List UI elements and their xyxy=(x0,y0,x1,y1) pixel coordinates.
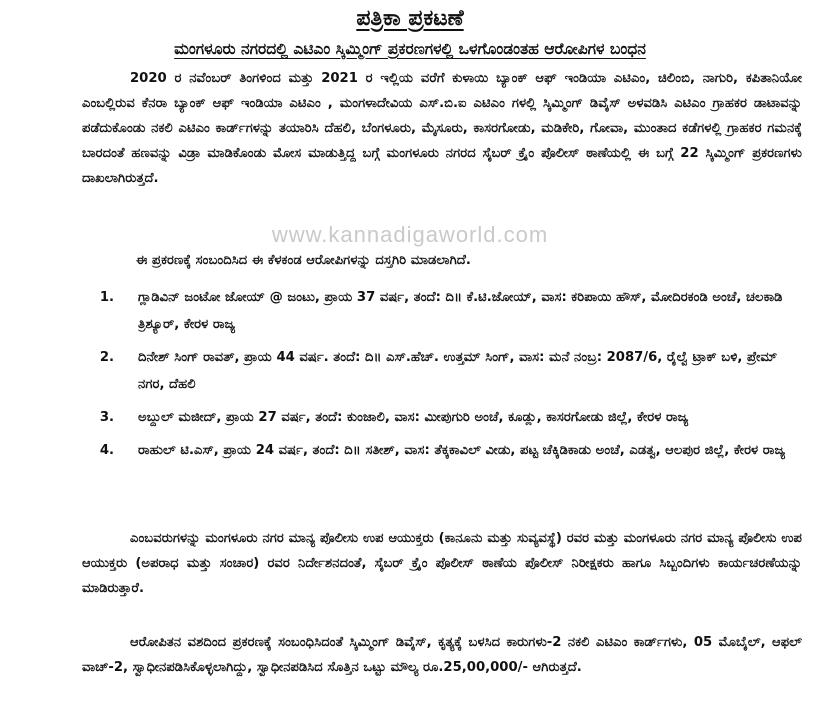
seizure-paragraph: ಆರೋಪಿತನ ವಶದಿಂದ ಪ್ರಕರಣಕ್ಕೆ ಸಂಬಂಧಿಸಿದಂತೆ ಸ್ಕಿಮ್ಮಿಂಗ್ ಡಿವೈಸ್, ಕೃತ್ಯಕ್ಕೆ ಬಳಸಿದ ಕಾರುಗಳು-2 ನಕಲಿ ಎಟಿಎಂ ಕಾರ್ಡ್‌ಗಳು, 05 ಮೊಬೈಲ್, ಆಫಲ್ ವಾಚ್-2, ಸ್ವಾಧೀನಪಡಿಸಿಕೊಳ್ಳಲಾಗಿದ್ದು, ಸ್ವಾಧೀನಪಡಿಸಿದ ಸೊತ್ತಿನ ಒಟ್ಟು ಮೌಲ್ಯ ರೂ.25,00,000/- ಆಗಿರುತ್ತದೆ. xyxy=(82,635,802,675)
list-item-text: ರಾಹುಲ್ ಟಿ.ಎಸ್, ಪ್ರಾಯ 24 ವರ್ಷ, ತಂದೆ: ದಿ॥ ಸತೀಶ್, ವಾಸ: ತೆಕ್ಕಕಾವಿಲ್ ವೀಡು, ಪಟ್ಟ ಚೆಕ್ಕಿಡಿಕಾಡು ಅಂಚೆ, ಎಡತ್ವ, ಆಲಪುರ ಜಿಲ್ಲೆ, ಕೇರಳ ರಾಜ್ಯ xyxy=(138,443,786,458)
page-title: ಪತ್ರಿಕಾ ಪ್ರಕಟಣೆ xyxy=(356,6,464,31)
operation-paragraph: ಎಂಬವರುಗಳನ್ನು ಮಂಗಳೂರು ನಗರ ಮಾನ್ಯ ಪೊಲೀಸು ಉಪ ಆಯುಕ್ತರು (ಕಾನೂನು ಮತ್ತು ಸುವ್ಯವಸ್ಥೆ) ರವರ ಮತ್ತು ಮಂಗಳೂರು ನಗರ ಮಾನ್ಯ ಪೊಲೀಸು ಉಪ ಆಯುಕ್ತರು (ಅಪರಾಧ ಮತ್ತು ಸಂಚಾರ) ರವರ ನಿರ್ದೇಶನದಂತೆ, ಸೈಬರ್ ಕ್ರೈಂ ಪೊಲೀಸ್ ಠಾಣೆಯ ಪೊಲೀಸ್ ನಿರೀಕ್ಷಕರು ಹಾಗೂ ಸಿಬ್ಬಂದಿಗಳು ಕಾರ್ಯಚರಣೆಯನ್ನು ಮಾಡಿರುತ್ತಾರೆ. xyxy=(82,531,802,596)
list-item-number: 4. xyxy=(99,443,114,458)
page-subtitle: ಮಂಗಳೂರು ನಗರದಲ್ಲಿ ಎಟಿಎಂ ಸ್ಕಿಮ್ಮಿಂಗ್ ಪ್ರಕರಣಗಳಲ್ಲಿ ಒಳಗೊಂಡಂತಹ ಆರೋಪಿಗಳ ಬಂಧನ xyxy=(174,40,646,58)
arrest-intro-paragraph: ಈ ಪ್ರಕರಣಕ್ಕೆ ಸಂಬಂದಿಸಿದ ಈ ಕೆಳಕಂಡ ಆರೋಪಿಗಳನ್ನು ದಸ್ತಗಿರಿ ಮಾಡಲಾಗಿದೆ. xyxy=(136,253,471,268)
list-item xyxy=(84,404,802,431)
list-item xyxy=(84,284,802,338)
list-item xyxy=(84,344,802,398)
intro-paragraph: 2020 ರ ನವೆಂಬರ್ ತಿಂಗಳಿಂದ ಮತ್ತು 2021 ರ ಇಲ್ಲಿಯ ವರೆಗೆ ಕುಳಾಯಿ ಬ್ಯಾಂಕ್ ಆಫ್ ಇಂಡಿಯಾ ಎಟಿಎಂ, ಚಿಲಿಂಬಿ, ನಾಗುರಿ, ಕಪಿತಾನಿಯೋ ಎಂಬಲ್ಲಿರುವ ಕೆನರಾ ಬ್ಯಾಂಕ್ ಆಫ್ ಇಂಡಿಯಾ ಎಟಿಎಂ , ಮಂಗಳಾದೇವಿಯ ಎಸ್.ಬಿ.ಐ ಎಟಿಎಂ ಗಳಲ್ಲಿ ಸ್ಕಿಮ್ಮಿಂಗ್ ಡಿವೈಸ್ ಅಳವಡಿಸಿ ಎಟಿಎಂ ಗ್ರಾಹಕರ ಡಾಟಾವನ್ನು ಪಡೆದುಕೊಂಡು ನಕಲಿ ಎಟಿಎಂ ಕಾರ್ಡ್‌ಗಳನ್ನು ತಯಾರಿಸಿ ದೆಹಲಿ, ಬೆಂಗಳೂರು, ಮೈಸೂರು, ಕಾಸರಗೋಡು, ಮಡಿಕೇರಿ, ಗೋವಾ, ಮುಂತಾದ ಕಡೆಗಳಲ್ಲಿ ಗ್ರಾಹಕರ ಗಮನಕ್ಕೆ ಬಾರದಂತೆ ಹಣವನ್ನು ವಿಡ್ರಾ ಮಾಡಿಕೊಂಡು ಮೋಸ ಮಾಡುತ್ತಿದ್ದ ಬಗ್ಗೆ ಮಂಗಳೂರು ನಗರದ ಸೈಬರ್ ಕ್ರೈಂ ಪೊಲೀಸ್ ಠಾಣೆಯಲ್ಲಿ ಈ ಬಗ್ಗೆ 22 ಸ್ಕಿಮ್ಮಿಂಗ್ ಪ್ರಕರಣಗಳು ದಾಖಲಾಗಿರುತ್ತದೆ. xyxy=(82,71,802,186)
watermark-text: www.kannadigaworld.com xyxy=(271,222,549,247)
list-item-text: ಗ್ಲಾಡಿವಿನ್ ಜಂಟೋ ಜೋಯ್ @ ಜಂಟು, ಪ್ರಾಯ 37 ವರ್ಷ, ತಂದೆ: ದಿ॥ ಕೆ.ಟಿ.ಜೋಯ್, ವಾಸ: ಕರಿಪಾಯಿ ಹೌಸ್, ಮೋದಿರಕಂಡಿ ಅಂಚೆ, ಚಲಕಾಡಿ ತ್ರಿಶ್ಯೂರ್, ಕೇರಳ ರಾಜ್ಯ xyxy=(138,290,783,332)
accused-list xyxy=(84,284,802,470)
list-item-number: 3. xyxy=(99,410,114,425)
list-item-number: 1. xyxy=(99,290,114,305)
list-item xyxy=(84,437,802,464)
list-item-text: ಅಬ್ದುಲ್ ಮಜೀದ್, ಪ್ರಾಯ 27 ವರ್ಷ, ತಂದೆ: ಕುಂಜಾಲಿ, ವಾಸ: ಮೀಪುಗುರಿ ಅಂಚೆ, ಕೂಡ್ಲು, ಕಾಸರಗೋಡು ಜಿಲ್ಲೆ, ಕೇರಳ ರಾಜ್ಯ xyxy=(138,410,689,425)
list-item-text: ದಿನೇಶ್ ಸಿಂಗ್ ರಾವತ್, ಪ್ರಾಯ 44 ವರ್ಷ. ತಂದೆ: ದಿ॥ ಎಸ್.ಹೆಚ್. ಉತ್ತಮ್ ಸಿಂಗ್, ವಾಸ: ಮನೆ ನಂಬ್ರ: 2087/6, ರೈಲ್ವೆ ಟ್ರಾಕ್ ಬಳಿ, ಪ್ರೇಮ್ ನಗರ, ದೆಹಲಿ xyxy=(138,350,778,392)
list-item-number: 2. xyxy=(99,350,114,365)
